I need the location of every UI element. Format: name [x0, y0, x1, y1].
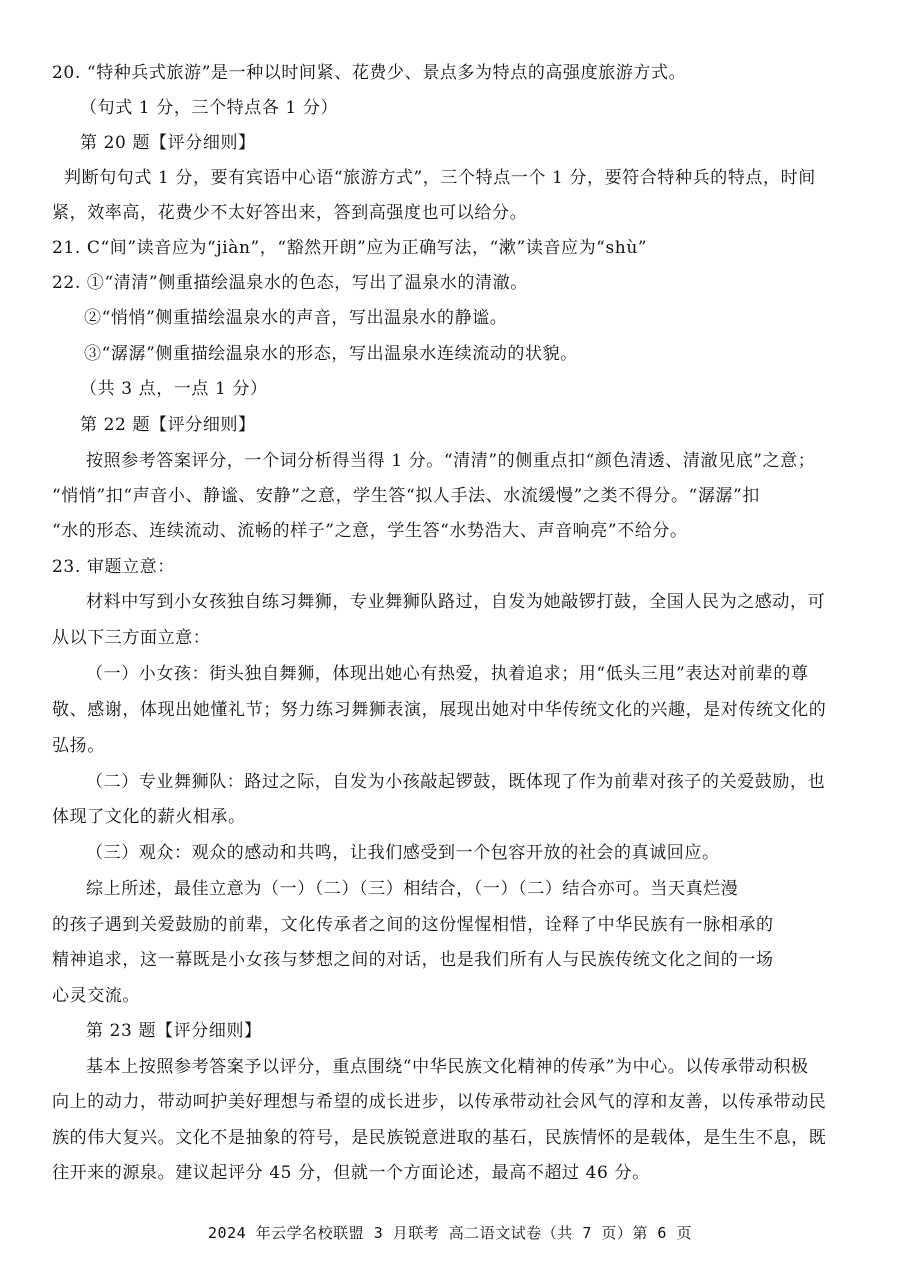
page-footer: 2024 年云学名校联盟 3 月联考 高二语文试卷（共 7 页）第 6 页	[208, 1224, 692, 1242]
q22-point-1: 22. ①“清清”侧重描绘温泉水的色态，写出了温泉水的清澈。	[52, 273, 528, 293]
q22-rubric-line-3: “水的形态、连续流动、流畅的样子”之意，学生答“水势浩大、声音响亮”不给分。	[52, 521, 688, 541]
q23-material-line-2: 从以下三方面立意：	[52, 628, 211, 648]
q20-score-note: （句式 1 分，三个特点各 1 分）	[80, 98, 339, 118]
q20-rubric-heading: 第 20 题【评分细则】	[80, 133, 256, 153]
q23-summary-line-1: 综上所述，最佳立意为（一）（二）（三）相结合，（一）（二）结合亦可。当天真烂漫	[86, 879, 739, 899]
q22-rubric-line-1: 按照参考答案评分，一个词分析得当得 1 分。“清清”的侧重点扣“颜色清透、清澈见底”之意；	[86, 451, 816, 471]
q22-rubric-line-2: “悄悄”扣“声音小、静谧、安静”之意，学生答“拟人手法、水流缓慢”之类不得分。“潺潺”扣	[52, 486, 760, 506]
q23-aspect-2-line-2: 体现了文化的薪火相承。	[52, 807, 246, 827]
q21-answer: 21. C“间”读音应为“jiàn”，“豁然开朗”应为正确写法，“漱”读音应为“shù”	[52, 238, 648, 258]
q22-score-note: （共 3 点，一点 1 分）	[80, 379, 268, 399]
q20-rubric-line-2: 紧，效率高，花费少不太好答出来，答到高强度也可以给分。	[52, 203, 528, 223]
q20-rubric-line-1: 判断句句式 1 分，要有宾语中心语“旅游方式”，三个特点一个 1 分，要符合特种兵的特点，时间	[64, 168, 816, 188]
q23-summary-line-4: 心灵交流。	[52, 986, 140, 1006]
q23-rubric-line-1: 基本上按照参考答案予以评分，重点围绕“中华民族文化精神的传承”为中心。以传承带动积极	[86, 1057, 809, 1077]
q23-aspect-3: （三）观众：观众的感动和共鸣，让我们感受到一个包容开放的社会的真诚回应。	[86, 843, 720, 863]
q23-rubric-line-4: 往开来的源泉。建议起评分 45 分，但就一个方面论述，最高不超过 46 分。	[52, 1163, 650, 1183]
q22-rubric-heading: 第 22 题【评分细则】	[80, 415, 256, 435]
q22-point-2: ②“悄悄”侧重描绘温泉水的声音，写出温泉水的静谧。	[84, 308, 508, 328]
q23-summary-line-2: 的孩子遇到关爱鼓励的前辈，文化传承者之间的这份惺惺相惜，诠释了中华民族有一脉相承的	[52, 915, 774, 935]
q23-aspect-1-line-1: （一）小女孩：街头独自舞狮，体现出她心有热爱，执着追求；用“低头三甩”表达对前辈的尊	[86, 664, 809, 684]
q20-answer: 20. “特种兵式旅游”是一种以时间紧、花费少、景点多为特点的高强度旅游方式。	[52, 63, 687, 83]
q23-aspect-1-line-2: 敬、感谢，体现出她懂礼节；努力练习舞狮表演，展现出她对中华传统文化的兴趣，是对传统文化的	[52, 700, 827, 720]
q23-rubric-line-2: 向上的动力，带动呵护美好理想与希望的成长进步，以传承带动社会风气的淳和友善，以传承带动民	[52, 1092, 827, 1112]
q23-aspect-2-line-1: （二）专业舞狮队：路过之际，自发为小孩敲起锣鼓，既体现了作为前辈对孩子的关爱鼓励，也	[86, 772, 826, 792]
q23-rubric-heading: 第 23 题【评分细则】	[86, 1021, 262, 1041]
q23-summary-line-3: 精神追求，这一幕既是小女孩与梦想之间的对话，也是我们所有人与民族传统文化之间的一场	[52, 950, 774, 970]
q22-point-3: ③“潺潺”侧重描绘温泉水的形态，写出温泉水连续流动的状貌。	[84, 344, 578, 364]
q23-heading: 23. 审题立意：	[52, 557, 175, 577]
q23-material-line-1: 材料中写到小女孩独自练习舞狮，专业舞狮队路过，自发为她敲锣打鼓，全国人民为之感动，可	[86, 592, 826, 612]
q23-rubric-line-3: 族的伟大复兴。文化不是抽象的符号，是民族锐意进取的基石，民族情怀的是载体，是生生不息，既	[52, 1128, 827, 1148]
q23-aspect-1-line-3: 弘扬。	[52, 736, 105, 756]
